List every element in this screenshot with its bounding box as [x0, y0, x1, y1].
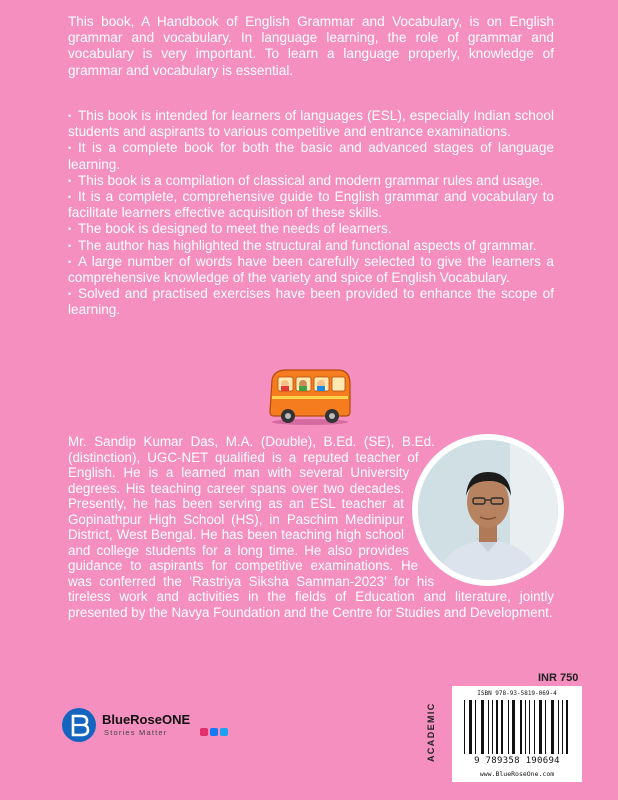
- list-item: • The book is designed to meet the needs of learners.: [68, 221, 392, 237]
- isbn-number: 9 789358 190694: [474, 756, 560, 766]
- list-item: • It is a complete, comprehensive guide to English grammar and vocabulary to facilitate learners effective acquisition of these skills.: [68, 189, 554, 221]
- barcode-icon: [462, 700, 572, 756]
- author-bio: Mr. Sandip Kumar Das, M.A. (Double), B.Ed. (SE), B.Ed. (distinction), UGC-NET qualified is a reputed teacher of English. He is a learned man with several University degrees. His teaching career spans over two decades. Presently, he has been serving as an ESL teacher at Gopinathpur High School (HS), in Paschim Medinipur District, West Bengal. He has been teaching high school and college students for a long time. He also provides guidance to aspirants for competitive examinations. He was conferred the ‘Rastriya Siksha Samman-2023’ for his tireless work and activities in the fields of Education and literature, jointly presented by the Navya Foundation and the Centre for Studies and Development.: [68, 434, 554, 621]
- list-item: • A large number of words have been carefully selected to give the learners a comprehensive knowledge of the variety and spice of English Vocabulary.: [68, 253, 554, 286]
- blue-rose-icon: [62, 708, 96, 742]
- author-photo: [412, 434, 564, 586]
- feature-list: [68, 108, 554, 319]
- isbn-label: ISBN 978-93-5819-069-4: [477, 690, 557, 697]
- price-label: INR 750: [538, 672, 579, 684]
- social-icons: [200, 728, 228, 736]
- bullet-icon: •: [68, 192, 72, 203]
- barcode-block: [452, 686, 582, 782]
- intro-paragraph: This book, A Handbook of English Grammar and Vocabulary, is on English grammar and vocabulary. In language learning, the role of grammar and vocabulary is very important. To learn a language properly, knowledge of grammar and vocabulary is essential.: [68, 14, 554, 78]
- publisher-tagline: Stories Matter: [104, 728, 168, 737]
- list-item: • Solved and practised exercises have been provided to enhance the scope of learning.: [68, 286, 554, 318]
- author-portrait-icon: [418, 440, 558, 580]
- publisher-website: www.BlueRoseOne.com: [479, 770, 555, 778]
- bullet-icon: •: [68, 143, 72, 154]
- school-bus-illustration: [266, 364, 354, 426]
- category-label: ACADEMIC: [426, 702, 436, 762]
- list-item: • This book is a compilation of classical and modern grammar rules and usage.: [68, 172, 544, 188]
- bullet-icon: •: [68, 240, 72, 251]
- bullet-icon: •: [68, 224, 72, 235]
- publisher-logo: [62, 706, 230, 746]
- bullet-icon: •: [68, 175, 72, 186]
- bullet-icon: •: [68, 256, 72, 267]
- bullet-icon: •: [68, 289, 72, 300]
- bullet-icon: •: [68, 111, 72, 121]
- list-item: • This book is intended for learners of languages (ESL), especially Indian school students and aspirants to various competitive and entrance examinations.: [68, 108, 554, 140]
- list-item: • It is a complete book for both the basic and advanced stages of language learning.: [68, 140, 554, 172]
- publisher-name: BlueRoseONE: [102, 712, 191, 727]
- list-item: • The author has highlighted the structural and functional aspects of grammar.: [68, 237, 537, 253]
